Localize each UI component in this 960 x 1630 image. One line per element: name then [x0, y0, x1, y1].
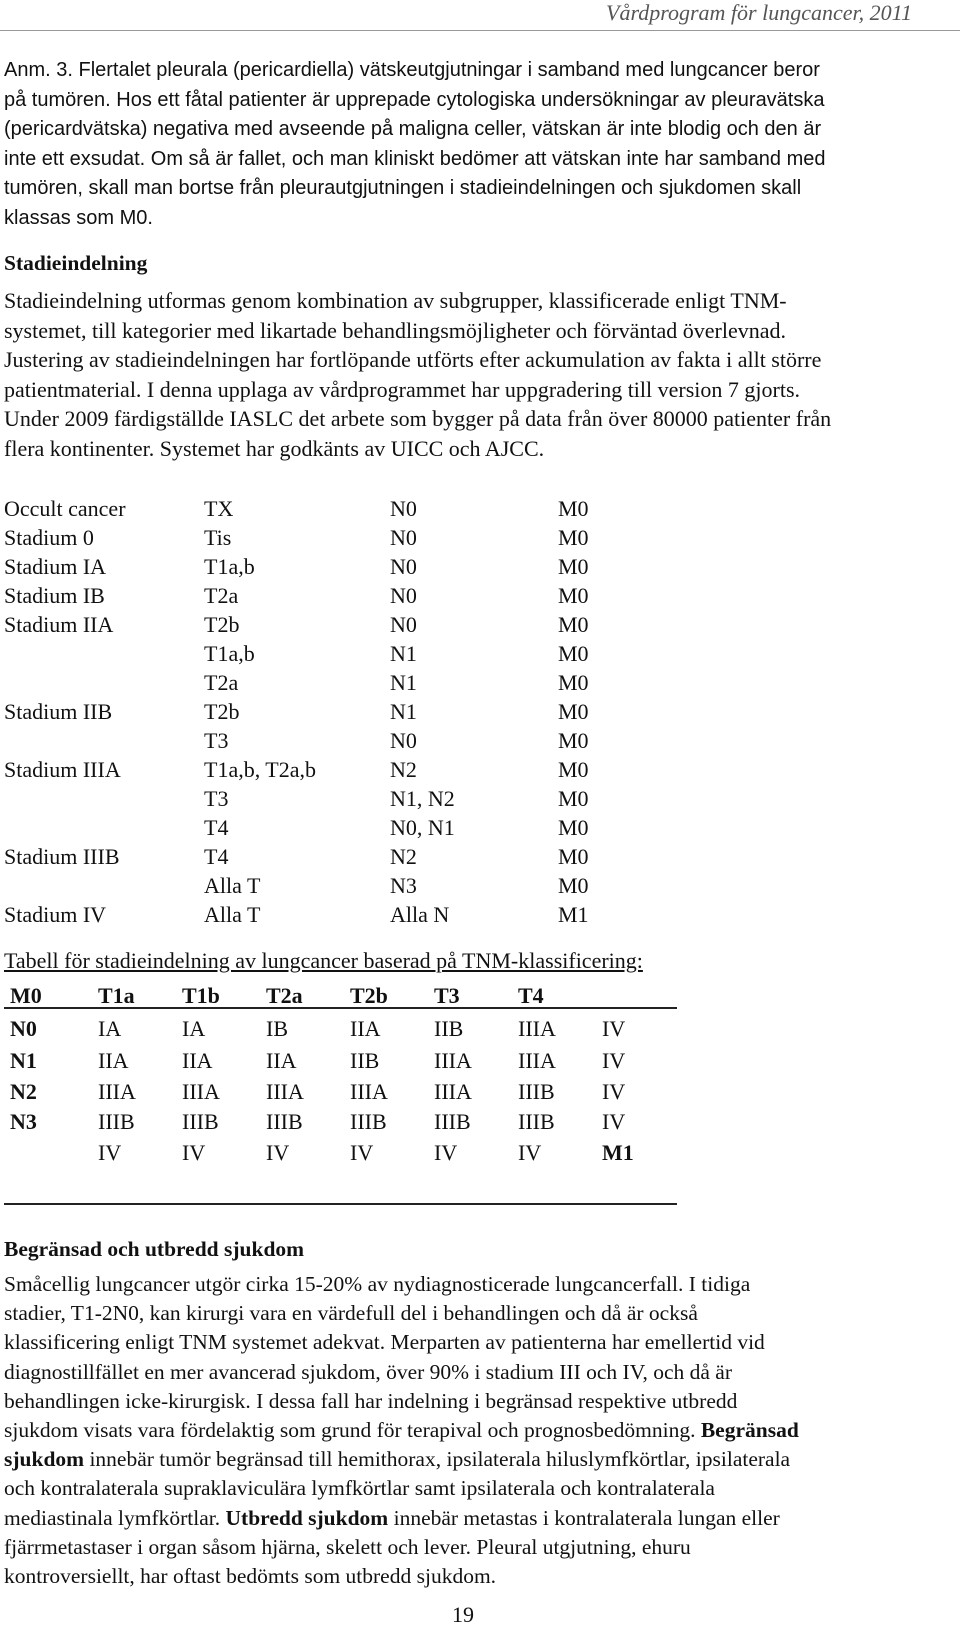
stage-name-cell — [4, 786, 204, 815]
matrix-stage-cell: IIIB — [266, 1109, 303, 1135]
n-cell: N1 — [390, 641, 417, 666]
stage-row — [4, 496, 618, 525]
stage-name-cell: Stadium IA — [4, 554, 107, 579]
staging-line: Justering av stadieindelningen har fortlöpande utförts efter ackumulation av fakta i allt större — [4, 347, 822, 373]
extent-line — [4, 1445, 939, 1474]
matrix-stage-cell: IIIA — [434, 1048, 472, 1074]
extent-text: sjukdom visats vara fördelaktig som grund för terapival och prognosbedömning. — [4, 1418, 701, 1443]
stage-row — [4, 525, 618, 554]
n-cell: N0 — [390, 583, 417, 608]
matrix-stage-cell: IIB — [434, 1016, 464, 1041]
matrix-stage-cell: IV — [98, 1139, 122, 1165]
matrix-stage-cell: IV — [602, 1078, 626, 1104]
matrix-stage-cell: IV — [602, 1109, 626, 1135]
m-cell: M0 — [558, 583, 589, 608]
matrix-stage-cell: IIIB — [98, 1109, 135, 1135]
m-cell: M0 — [558, 728, 589, 753]
header-rule — [0, 30, 960, 31]
m-cell: M0 — [558, 554, 589, 579]
term-limited-disease: Begränsad — [700, 1418, 799, 1443]
stage-name-cell: Stadium IIB — [4, 699, 113, 724]
n-cell: N2 — [390, 844, 417, 869]
matrix-stage-cell: IIIA — [182, 1078, 220, 1104]
stage-name-cell: Stadium IB — [4, 583, 105, 608]
n-cell: N0 — [390, 728, 417, 753]
matrix-stage-cell: IIA — [182, 1048, 213, 1074]
stage-row — [4, 815, 618, 844]
matrix-stage-cell: IIA — [350, 1016, 381, 1041]
stage-name-cell: Occult cancer — [4, 496, 126, 521]
matrix-stage-cell: IIIA — [350, 1078, 388, 1104]
t-cell: T3 — [204, 786, 229, 811]
t-cell: T2b — [204, 612, 240, 637]
matrix-stage-cell: IIA — [266, 1048, 297, 1074]
staging-paragraph — [4, 286, 939, 464]
n-cell: N2 — [390, 757, 417, 782]
stage-name-cell: Stadium IIA — [4, 612, 114, 637]
extent-paragraph — [4, 1270, 939, 1591]
page-number: 19 — [452, 1602, 474, 1627]
matrix-stage-cell: IV — [602, 1048, 626, 1074]
extent-line: och kontralaterala supraklaviculära lymfkörtlar samt ipsilaterala och kontralaterala — [4, 1476, 715, 1501]
matrix-stage-cell: IIIB — [350, 1109, 387, 1135]
t-cell: T4 — [204, 815, 229, 840]
m-cell: M1 — [558, 902, 589, 927]
m-cell: M0 — [558, 844, 589, 869]
t-cell: T3 — [204, 728, 229, 753]
stage-name-cell — [4, 670, 204, 699]
matrix-stage-cell: IV — [518, 1139, 542, 1165]
m-cell: M0 — [558, 525, 589, 550]
stage-row — [4, 873, 618, 902]
n-cell: N0 — [390, 612, 417, 637]
staging-line: Under 2009 färdigställde IASLC det arbete som bygger på data från över 80000 patienter från — [4, 406, 832, 432]
matrix-stage-cell: IIIA — [434, 1078, 472, 1104]
n-cell: N0 — [390, 525, 417, 550]
matrix-row — [4, 1012, 686, 1046]
matrix-row-header — [4, 1138, 98, 1169]
matrix-row — [4, 1107, 686, 1138]
stage-row — [4, 670, 618, 699]
stage-row — [4, 844, 618, 873]
matrix-stage-cell: IIIB — [434, 1109, 471, 1135]
matrix-stage-cell: IIIA — [518, 1016, 556, 1041]
matrix-stage-cell: IV — [182, 1139, 206, 1165]
matrix-stage-cell: IIIB — [518, 1109, 555, 1135]
stage-row — [4, 554, 618, 583]
stage-row — [4, 757, 618, 786]
matrix-header-cell: T3 — [434, 983, 460, 1008]
matrix-header-cell: T2b — [350, 983, 388, 1008]
t-cell: Alla T — [204, 873, 261, 898]
n-cell: Alla N — [390, 902, 450, 927]
matrix-header-cell: T1a — [98, 983, 135, 1008]
extent-line — [4, 1504, 939, 1533]
tnm-matrix-table — [4, 980, 686, 1168]
t-cell: T1a,b — [204, 554, 255, 579]
n-cell: N1, N2 — [390, 786, 455, 811]
extent-line: kontroversiellt, har oftast bedömts som utbredd sjukdom. — [4, 1564, 497, 1589]
matrix-stage-cell: IV — [350, 1139, 374, 1165]
stage-row — [4, 612, 618, 641]
m-cell: M0 — [558, 496, 589, 521]
t-cell: T1a,b — [204, 641, 255, 666]
note-line: tumören, skall man bortse från pleurautgjutningen i stadieindelningen och sjukdomen skall — [4, 177, 802, 199]
stage-name-cell — [4, 873, 204, 902]
extent-text: mediastinala lymfkörtlar. — [4, 1505, 226, 1530]
matrix-row-header: N1 — [10, 1048, 37, 1074]
extent-text: innebär metastas i kontralaterala lungan eller — [388, 1505, 780, 1530]
matrix-header-cell: T2a — [266, 983, 303, 1008]
matrix-stage-cell: IV — [434, 1139, 458, 1165]
term-limited-disease-cont: sjukdom — [4, 1447, 85, 1472]
n-cell: N0, N1 — [390, 815, 455, 840]
matrix-row — [4, 1077, 686, 1108]
n-cell: N0 — [390, 496, 417, 521]
stage-name-cell — [4, 815, 204, 844]
matrix-stage-cell: IIIA — [98, 1078, 136, 1104]
m-cell: M0 — [558, 815, 589, 840]
t-cell: TX — [204, 496, 234, 521]
note-paragraph — [4, 56, 939, 233]
matrix-header-cell: T1b — [182, 983, 220, 1008]
matrix-bottom-rule — [4, 1203, 677, 1205]
stage-row — [4, 641, 618, 670]
matrix-row — [4, 1046, 686, 1077]
stage-name-cell: Stadium IIIB — [4, 844, 120, 869]
term-extensive-disease: Utbredd sjukdom — [225, 1505, 389, 1530]
m-cell: M0 — [558, 612, 589, 637]
t-cell: T1a,b, T2a,b — [204, 757, 317, 782]
matrix-stage-cell: IIA — [98, 1048, 129, 1074]
stage-name-cell: Stadium IV — [4, 902, 107, 927]
matrix-stage-cell: IA — [182, 1016, 206, 1041]
n-cell: N1 — [390, 699, 417, 724]
matrix-row-header: N0 — [10, 1016, 37, 1041]
matrix-header-cell: M0 — [10, 983, 42, 1008]
stage-row — [4, 786, 618, 815]
note-line: (pericardvätska) negativa med avseende på maligna celler, vätskan är inte blodig och den är — [4, 118, 822, 140]
staging-line: systemet, till kategorier med likartade behandlingsmöjligheter och förväntad överlevnad. — [4, 317, 786, 343]
m-cell: M0 — [558, 670, 589, 695]
extent-line: behandlingen icke-kirurgisk. I dessa fall har indelning i begränsad respektive utbredd — [4, 1388, 738, 1413]
m-cell: M0 — [558, 786, 589, 811]
m-cell: M0 — [558, 757, 589, 782]
stage-row — [4, 902, 618, 931]
extent-text: innebär tumör begränsad till hemithorax, ipsilaterala hiluslymfkörtlar, ipsilaterala — [84, 1447, 791, 1472]
matrix-row — [4, 1138, 686, 1169]
staging-line: patientmaterial. I denna upplaga av vårdprogrammet har uppgradering till version 7 gjorts. — [4, 376, 801, 402]
matrix-stage-cell: M1 — [602, 1139, 634, 1165]
t-cell: Alla T — [204, 902, 261, 927]
extent-line — [4, 1416, 939, 1445]
stage-row — [4, 728, 618, 757]
m-cell: M0 — [558, 641, 589, 666]
t-cell: Tis — [204, 525, 232, 550]
staging-heading: Stadieindelning — [4, 251, 148, 275]
stage-row — [4, 583, 618, 612]
staging-line: Stadieindelning utformas genom kombination av subgrupper, klassificerade enligt TNM- — [4, 288, 787, 313]
matrix-stage-cell: IIB — [350, 1048, 380, 1074]
matrix-stage-cell: IB — [266, 1016, 288, 1041]
note-line: klassas som M0. — [4, 206, 153, 229]
extent-line: fjärrmetastaser i organ såsom hjärna, skelett och lever. Pleural utgjutning, ehuru — [4, 1534, 691, 1559]
extent-line: Småcellig lungcancer utgör cirka 15-20% av nydiagnosticerade lungcancerfall. I tidiga — [4, 1272, 751, 1296]
staging-line: flera kontinenter. Systemet har godkänts av UICC och AJCC. — [4, 435, 545, 461]
matrix-stage-cell: IIIB — [518, 1078, 555, 1104]
t-cell: T2a — [204, 670, 239, 695]
extent-line: diagnostillfället en mer avancerad sjukdom, över 90% i stadium III och IV, och då är — [4, 1359, 732, 1384]
n-cell: N0 — [390, 554, 417, 579]
matrix-stage-cell: IA — [98, 1016, 122, 1041]
m-cell: M0 — [558, 699, 589, 724]
matrix-row-header: N3 — [10, 1109, 37, 1135]
note-line: på tumören. Hos ett fåtal patienter är upprepade cytologiska undersökningar av pleuravätska — [4, 88, 825, 111]
t-cell: T2a — [204, 583, 239, 608]
note-line: Anm. 3. Flertalet pleurala (pericardiella) vätskeutgjutningar i samband med lungcancer beror — [4, 59, 820, 81]
extent-heading: Begränsad och utbredd sjukdom — [4, 1237, 305, 1261]
stage-row — [4, 699, 618, 728]
extent-line: stadier, T1-2N0, kan kirurgi vara en värdefull del i behandlingen och då är också — [4, 1301, 698, 1326]
running-header: Vårdprogram för lungcancer, 2011 — [606, 0, 912, 25]
t-cell: T4 — [204, 844, 229, 869]
stage-name-cell: Stadium IIIA — [4, 757, 121, 782]
m-cell: M0 — [558, 873, 589, 898]
matrix-stage-cell: IV — [266, 1139, 290, 1165]
matrix-stage-cell: IIIB — [182, 1109, 219, 1135]
stage-name-cell — [4, 728, 204, 757]
stage-table — [4, 496, 618, 931]
matrix-header-cell — [602, 980, 686, 1012]
note-line: inte ett exsudat. Om så är fallet, och man kliniskt bedömer att vätskan inte har samband med — [4, 147, 826, 170]
matrix-header-cell: T4 — [518, 983, 544, 1008]
extent-line: klassificering enligt TNM systemet adekvat. Merparten av patienterna har emellertid vid — [4, 1330, 765, 1355]
stage-name-cell — [4, 641, 204, 670]
n-cell: N3 — [390, 873, 417, 898]
stage-name-cell: Stadium 0 — [4, 525, 94, 550]
n-cell: N1 — [390, 670, 417, 695]
matrix-stage-cell: IIIA — [518, 1048, 556, 1074]
matrix-stage-cell: IV — [602, 1016, 626, 1041]
matrix-header-row — [4, 980, 686, 1012]
matrix-caption: Tabell för stadieindelning av lungcancer baserad på TNM-klassificering: — [4, 948, 643, 973]
matrix-row-header: N2 — [10, 1078, 37, 1104]
matrix-stage-cell: IIIA — [266, 1078, 304, 1104]
t-cell: T2b — [204, 699, 240, 724]
